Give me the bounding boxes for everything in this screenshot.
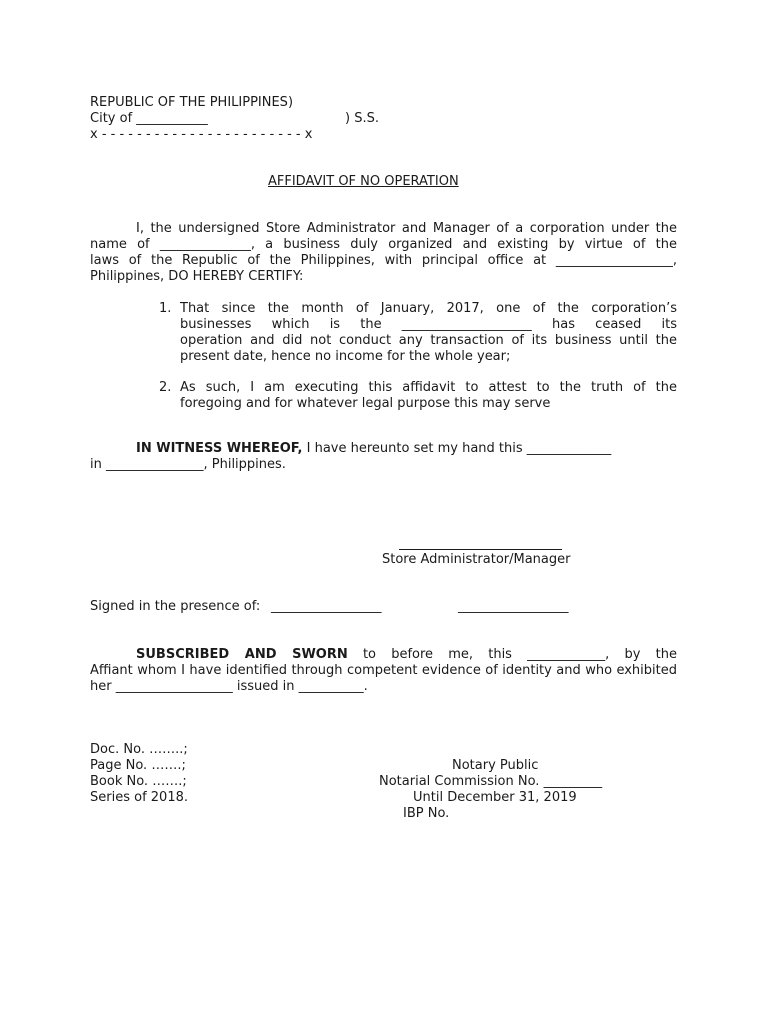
signature-line (399, 549, 562, 550)
witness-line-1 (136, 441, 611, 457)
ibp-number: IBP No. (403, 806, 450, 821)
caption-ss: ) S.S. (345, 111, 379, 126)
sworn-lead: SUBSCRIBED AND SWORN (136, 647, 348, 662)
intro-line-2: name of ______________, a business duly organized and existing by virtue of the (90, 237, 677, 252)
presence-blank-2: _________________ (458, 599, 569, 614)
sworn-line-2: Affiant whom I have identified through competent evidence of identity and who exhibited (90, 663, 677, 678)
commission-until: Until December 31, 2019 (413, 790, 577, 805)
notarial-commission: Notarial Commission No. _________ (379, 774, 603, 789)
caption-city: City of ___________ (90, 111, 208, 126)
item-2-number: 2. (159, 380, 172, 395)
notary-public: Notary Public (452, 758, 539, 773)
item-1-line-1: That since the month of January, 2017, one of the corporation’s (180, 301, 677, 316)
item-1-number: 1. (159, 301, 172, 316)
presence-blank-1: _________________ (271, 599, 382, 614)
item-2-line-1: As such, I am executing this affidavit to attest to the truth of the (180, 380, 677, 395)
witness-lead: IN WITNESS WHEREOF, (136, 441, 303, 456)
witness-line-2: in _______________, Philippines. (90, 457, 286, 472)
doc-number: Doc. No. ……..; (90, 742, 188, 757)
caption-separator: x - - - - - - - - - - - - - - - - - - - - - - - x (90, 127, 313, 142)
series-year: Series of 2018. (90, 790, 188, 805)
presence-label: Signed in the presence of: (90, 599, 261, 614)
book-number: Book No. …….; (90, 774, 187, 789)
item-1-line-3: operation and did not conduct any transaction of its business until the (180, 333, 677, 348)
item-1-line-4: present date, hence no income for the whole year; (180, 349, 511, 364)
intro-line-1: I, the undersigned Store Administrator and Manager of a corporation under the (136, 221, 677, 236)
item-1-line-2: businesses which is the ____________________ has ceased its (180, 317, 677, 332)
document-title: AFFIDAVIT OF NO OPERATION (268, 174, 459, 189)
sworn-line-3: her __________________ issued in __________. (90, 679, 368, 694)
caption-republic: REPUBLIC OF THE PHILIPPINES) (90, 95, 294, 110)
sworn-line-1 (136, 647, 677, 663)
item-2-line-2: foregoing and for whatever legal purpose this may serve (180, 396, 551, 411)
page-number: Page No. …….; (90, 758, 186, 773)
signature-label: Store Administrator/Manager (382, 552, 571, 567)
witness-rest: I have hereunto set my hand this _____________ (302, 441, 612, 456)
intro-line-4: Philippines, DO HEREBY CERTIFY: (90, 269, 304, 284)
intro-line-3: laws of the Republic of the Philippines, with principal office at __________________, (90, 253, 677, 268)
sworn-rest: to before me, this ____________, by the (347, 647, 677, 662)
